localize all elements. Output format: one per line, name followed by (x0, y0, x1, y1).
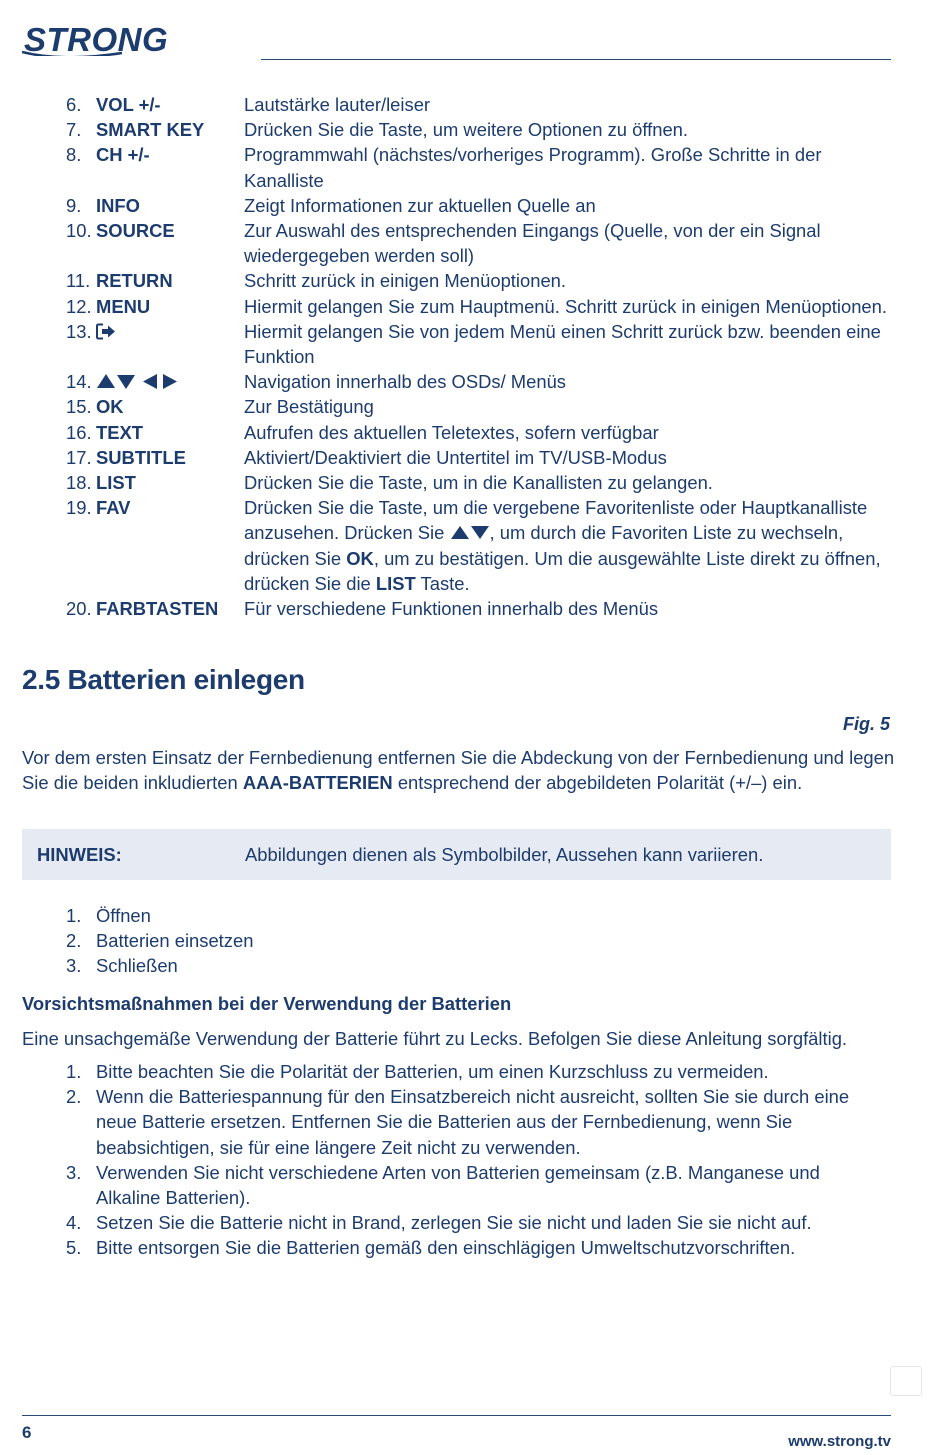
precaution-text: Bitte entsorgen Sie die Batterien gemäß den einschlägigen Umweltschutzvorschriften. (96, 1237, 796, 1259)
item-number: 14. (66, 371, 92, 393)
list-item (66, 953, 866, 978)
precaution-text: Bitte beachten Sie die Polarität der Batterien, um einen Kurzschluss zu vermeiden. (96, 1061, 769, 1082)
list-item (66, 268, 896, 293)
item-number: 4. (66, 1212, 82, 1234)
strong-logo (22, 22, 226, 56)
list-item (66, 420, 896, 445)
item-number: 11. (66, 270, 91, 292)
key-description: Programmwahl (nächstes/vorheriges Programm). Große Schritte in der Kanalliste (244, 144, 822, 191)
step-text: Batterien einsetzen (96, 930, 254, 952)
key-name: RETURN (96, 270, 173, 292)
list-item (66, 1160, 856, 1210)
desc-key-ok: OK (346, 547, 374, 569)
item-number: 16. (66, 421, 92, 443)
section-title: 2.5 Batterien einlegen (22, 664, 305, 695)
desc-key-list: LIST (375, 572, 416, 594)
remote-key-list (66, 92, 896, 621)
intro-bold-text: AAA-BATTERIEN (242, 772, 393, 794)
note-box (22, 829, 891, 880)
arrow-keys-icon (96, 373, 182, 390)
page-number: 6 (22, 1423, 32, 1442)
list-item (66, 1084, 856, 1160)
list-item (66, 117, 896, 142)
item-number: 9. (66, 194, 82, 216)
item-number: 8. (66, 144, 82, 166)
note-label: HINWEIS: (37, 843, 122, 865)
svg-text:STRONG: STRONG (24, 22, 169, 56)
precaution-text: Wenn die Batteriespannung für den Einsatzbereich nicht ausreicht, sollten Sie sie durch eine neue Batterie ersetzen. Entfernen Sie die Batterien aus der Fernbedienung, wenn Sie beabsichtigen, sie für eine längere Zeit nicht zu verwenden. (96, 1086, 850, 1158)
intro-paragraph (22, 745, 902, 795)
precautions-intro: Eine unsachgemäße Verwendung der Batterie führt zu Lecks. Befolgen Sie diese Anleitung sorgfältig. (22, 1028, 848, 1049)
key-description: Hiermit gelangen Sie zum Hauptmenü. Schritt zurück in einigen Menüoptionen. (244, 295, 887, 317)
list-item (66, 445, 896, 470)
key-name: LIST (96, 472, 136, 494)
key-description: Navigation innerhalb des OSDs/ Menüs (244, 371, 567, 393)
list-item (66, 142, 896, 192)
list-item (66, 294, 896, 319)
intro-text: Vor dem ersten Einsatz der Fernbedienung entfernen Sie die Abdeckung von der Fernbedienung und legen Sie die beiden inkludierten (22, 747, 895, 794)
item-number: 2. (66, 1086, 82, 1108)
key-description: Lautstärke lauter/leiser (244, 94, 431, 115)
item-number: 20. (66, 598, 92, 620)
item-number: 7. (66, 119, 82, 141)
header-rule (261, 59, 891, 60)
key-description: Drücken Sie die Taste, um weitere Optionen zu öffnen. (244, 119, 689, 141)
list-item (66, 193, 896, 218)
list-item (66, 369, 896, 394)
figure-label: Fig. 5 (842, 714, 890, 734)
item-number: 3. (66, 955, 82, 977)
key-name: SOURCE (96, 220, 175, 242)
precautions-list (66, 1059, 856, 1261)
key-description (244, 495, 896, 596)
item-number: 19. (66, 497, 92, 519)
key-name: OK (96, 396, 124, 418)
key-name: FARBTASTEN (96, 598, 219, 620)
list-item (66, 903, 866, 928)
key-name (96, 369, 244, 394)
item-number: 1. (66, 905, 82, 926)
note-text: Abbildungen dienen als Symbolbilder, Aussehen kann variieren. (245, 843, 764, 865)
key-description: Hiermit gelangen Sie von jedem Menü einen Schritt zurück bzw. beenden eine Funktion (244, 320, 881, 368)
key-description: Zur Bestätigung (244, 396, 374, 418)
key-description: Aufrufen des aktuellen Teletextes, sofern verfügbar (244, 421, 659, 443)
list-item (66, 218, 896, 268)
list-item (66, 1210, 856, 1235)
list-item (66, 1059, 856, 1084)
key-description: Für verschiedene Funktionen innerhalb des Menüs (244, 598, 659, 620)
step-text: Schließen (96, 955, 178, 977)
steps-list (66, 903, 866, 979)
item-number: 18. (66, 472, 92, 494)
desc-text: , um zu bestätigen. Um die ausgewählte Liste direkt zu öffnen, drücken Sie die (244, 547, 881, 594)
list-item (66, 495, 896, 596)
desc-text: Taste. (420, 572, 470, 594)
list-item (66, 928, 866, 953)
precautions-heading: Vorsichtsmaßnahmen bei der Verwendung der Batterien (22, 993, 512, 1014)
item-number: 17. (66, 446, 92, 468)
item-number: 6. (66, 94, 82, 115)
website-link[interactable]: www.strong.tv (788, 1433, 891, 1450)
item-number: 12. (66, 295, 92, 317)
key-name: TEXT (96, 421, 144, 443)
list-item (66, 596, 896, 621)
footer-rule (22, 1415, 891, 1416)
key-name: FAV (96, 497, 131, 519)
desc-text: , um durch die Favoriten Liste zu wechseln, drücken Sie (244, 522, 844, 569)
step-text: Öffnen (96, 905, 151, 926)
list-item (66, 1235, 856, 1260)
precaution-text: Verwenden Sie nicht verschiedene Arten von Batterien gemeinsam (z.B. Manganese und Alkaline Batterien). (96, 1161, 820, 1209)
key-name: VOL +/- (96, 94, 161, 115)
item-number: 5. (66, 1237, 82, 1259)
key-name (96, 319, 244, 344)
item-number: 10. (66, 220, 92, 242)
list-item (66, 92, 896, 117)
item-number: 3. (66, 1161, 82, 1183)
corner-marker (890, 1366, 922, 1396)
key-name: INFO (96, 194, 140, 216)
item-number: 15. (66, 396, 92, 418)
key-description: Zeigt Informationen zur aktuellen Quelle an (244, 194, 596, 216)
key-description: Aktiviert/Deaktiviert die Untertitel im TV/USB-Modus (244, 446, 667, 468)
intro-text: entsprechend der abgebildeten Polarität (+/–) ein. (397, 772, 803, 794)
exit-arrow-icon (96, 323, 116, 340)
list-item (66, 319, 896, 369)
up-down-arrows-icon (450, 525, 490, 540)
key-name: CH +/- (96, 144, 150, 166)
item-number: 1. (66, 1061, 82, 1082)
key-description: Schritt zurück in einigen Menüoptionen. (244, 270, 567, 292)
list-item (66, 470, 896, 495)
list-item (66, 394, 896, 419)
key-name: SUBTITLE (96, 446, 186, 468)
key-name: SMART KEY (96, 119, 205, 141)
item-number: 13. (66, 320, 92, 342)
key-description: Zur Auswahl des entsprechenden Eingangs (Quelle, von der ein Signal wiedergegeben werden soll) (244, 220, 821, 267)
key-name: MENU (96, 295, 151, 317)
key-description: Drücken Sie die Taste, um in die Kanallisten zu gelangen. (244, 472, 713, 494)
item-number: 2. (66, 930, 82, 952)
precaution-text: Setzen Sie die Batterie nicht in Brand, zerlegen Sie sie nicht und laden Sie sie nicht auf. (96, 1212, 812, 1234)
desc-text: Drücken Sie die Taste, um die vergebene Favoritenliste oder Hauptkanalliste anzusehen. Drücken Sie (244, 497, 868, 544)
